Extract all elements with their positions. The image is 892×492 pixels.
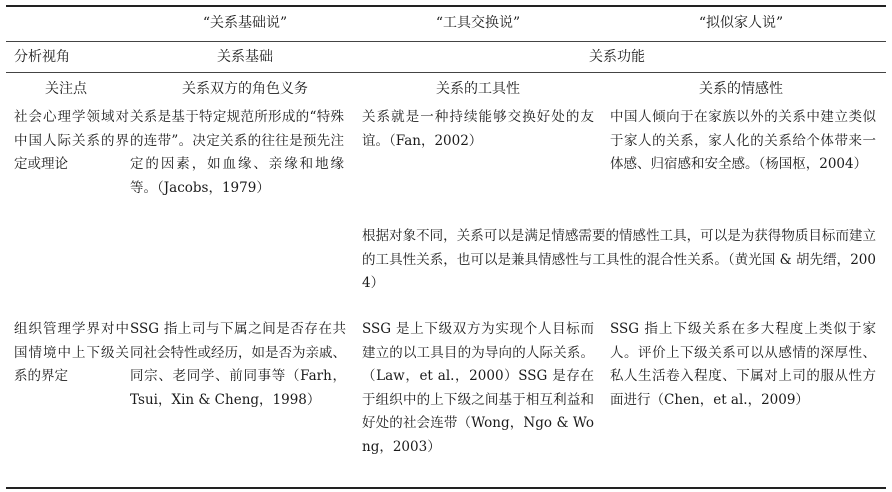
- focus-affective: 关系的情感性: [699, 81, 783, 97]
- social-basis-text: 关系是基于特定规范所形成的“特殊的连带”。决定关系的往往是预先注定的因素，如血缘、亲缘和地缘等。（Jacobs，1979）: [130, 109, 344, 196]
- org-instrumental-text: SSG 是上下级双方为实现个人目标而建立的以工具目的为导向的人际关系。（Law，et al.，2000）SSG 是存在于组织中的上下级之间基于相互利益和好处的社会连带（Wong，Ngo & Wong，2003）: [362, 321, 594, 455]
- org-basis-text: SSG 指上司与下属之间是否存在共同社会特性或经历，如是否为亲戚、同宗、老同学、前同事等（Farh，Tsui，Xin & Cheng，1998）: [130, 321, 346, 408]
- perspective-basis: 关系基础: [217, 49, 273, 65]
- org-mgmt-label: 组织管理学界对中国情境中上下级关系的界定: [14, 321, 129, 384]
- theory-header-exchange: “工具交换说”: [435, 15, 521, 31]
- org-affective-text: SSG 指上下级关系在多大程度上类似于家人。评价上下级关系可以从感情的深厚性、私人生活卷入程度、下属对上司的服从性方面进行（Chen，et al.，2009）: [610, 321, 876, 408]
- social-instrumental-text: 关系就是一种持续能够交换好处的友谊。（Fan，2002）: [362, 109, 594, 149]
- theory-header-basis: “关系基础说”: [202, 15, 288, 31]
- social-psych-label: 社会心理学领域对中国人际关系的界定或理论: [14, 109, 129, 172]
- bottom-rule: [6, 487, 886, 489]
- perspective-divider-rule: [6, 72, 886, 73]
- social-affective-text: 中国人倾向于在家族以外的关系中建立类似于家人的关系，家人化的关系给个体带来一体感、归宿感和安全感。（杨国枢，2004）: [610, 109, 876, 172]
- social-mixed-text: 根据对象不同，关系可以是满足情感需要的情感性工具，可以是为获得物质目标而建立的工具性关系，也可以是兼具情感性与工具性的混合性关系。（黄光国 & 胡先缙，2004）: [362, 228, 876, 291]
- focus-instrumental: 关系的工具性: [436, 81, 520, 97]
- theory-header-familial: “拟似家人说”: [698, 15, 784, 31]
- focus-roles: 关系双方的角色义务: [182, 81, 308, 97]
- perspective-label: 分析视角: [14, 49, 70, 65]
- focus-label: 关注点: [45, 81, 87, 97]
- perspective-function: 关系功能: [589, 49, 645, 65]
- top-rule: [6, 5, 886, 7]
- header-divider-rule: [6, 41, 886, 42]
